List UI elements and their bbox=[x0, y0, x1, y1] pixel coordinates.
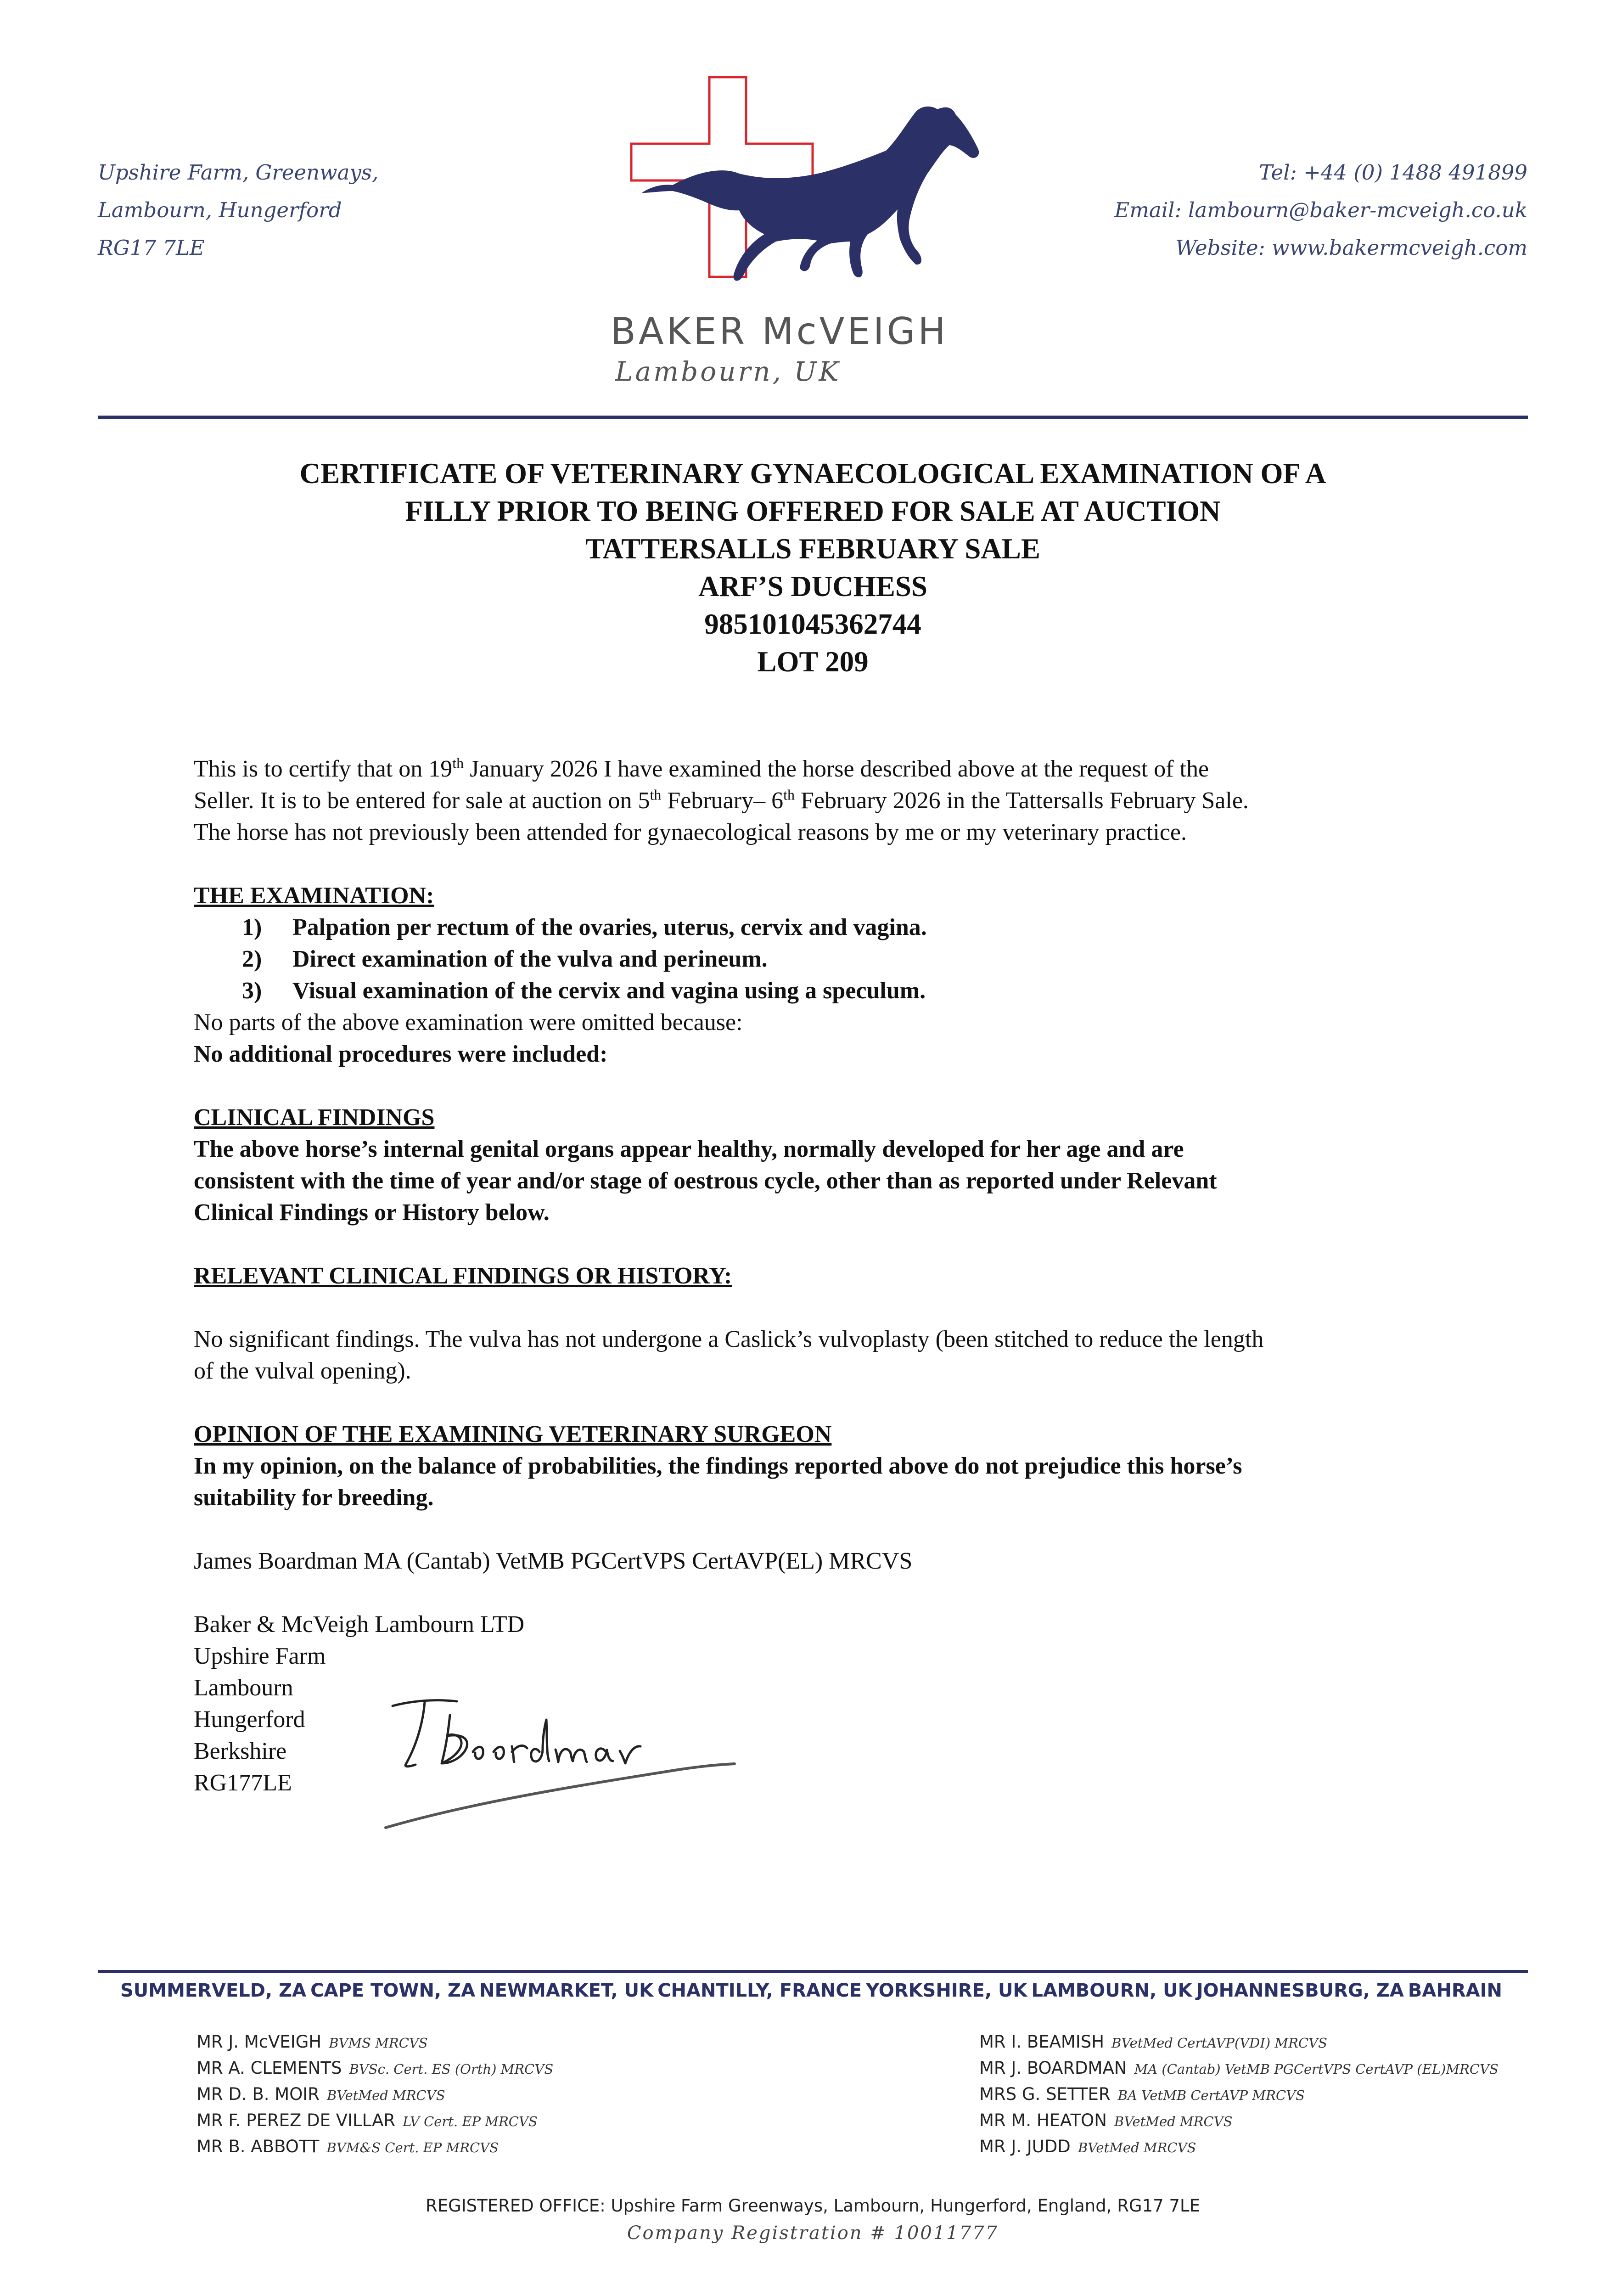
clinical-findings-line: Clinical Findings or History below. bbox=[194, 1199, 550, 1226]
opinion-line: In my opinion, on the balance of probabilities, the findings reported above do not prejudice this horse’s bbox=[194, 1453, 1242, 1479]
staff-member: MR B. ABBOTT BVM&S Cert. EP MRCVS bbox=[196, 2137, 499, 2156]
office-location: JOHANNESBURG, ZA bbox=[1196, 1980, 1404, 2001]
office-location: LAMBOURN, UK bbox=[1031, 1980, 1192, 2001]
practice-address-line: Hungerford bbox=[194, 1706, 305, 1733]
company-registration: Company Registration # 10011777 bbox=[627, 2223, 999, 2244]
staff-member: MR D. B. MOIR BVetMed MRCVS bbox=[196, 2084, 445, 2104]
staff-member: MR I. BEAMISH BVetMed CertAVP(VDI) MRCVS bbox=[979, 2032, 1327, 2052]
staff-member: MRS G. SETTER BA VetMB CertAVP MRCVS bbox=[979, 2084, 1305, 2104]
practice-address-line: Lambourn bbox=[194, 1675, 293, 1701]
staff-member: MR J. McVEIGH BVMS MRCVS bbox=[196, 2032, 428, 2052]
examination-steps bbox=[194, 912, 1479, 1007]
practice-address-line: Berkshire bbox=[194, 1738, 287, 1764]
staff-member: MR A. CLEMENTS BVSc. Cert. ES (Orth) MRCVS bbox=[196, 2058, 554, 2078]
header-divider bbox=[98, 416, 1528, 419]
galloping-horse-icon bbox=[642, 107, 979, 281]
vet-name: James Boardman MA (Cantab) VetMB PGCertVPS CertAVP(EL) MRCVS bbox=[194, 1548, 913, 1574]
examination-step: 2) Direct examination of the vulva and perineum. bbox=[242, 946, 768, 972]
brand-name: BAKER McVEIGH bbox=[611, 310, 949, 353]
handwritten-signature bbox=[381, 1688, 748, 1835]
intro-line: This is to certify that on 19th January 2026 I have examined the horse described above at the request of the bbox=[194, 754, 1209, 782]
office-location: NEWMARKET, UK bbox=[479, 1980, 654, 2001]
title-line: FILLY PRIOR TO BEING OFFERED FOR SALE AT AUCTION bbox=[405, 495, 1221, 527]
clinical-findings-heading: CLINICAL FINDINGS bbox=[194, 1104, 435, 1131]
staff-member: MR J. BOARDMAN MA (Cantab) VetMB PGCertVPS CertAVP (EL)MRCVS bbox=[979, 2058, 1499, 2078]
office-location: CHANTILLY, FRANCE bbox=[657, 1980, 862, 2001]
clinical-findings-line: The above horse’s internal genital organs appear healthy, normally developed for her age and are bbox=[194, 1136, 1184, 1162]
address-line: RG17 7LE bbox=[98, 236, 205, 260]
relevant-findings-line: No significant findings. The vulva has not undergone a Caslick’s vulvoplasty (been stitched to reduce the length bbox=[194, 1326, 1264, 1352]
office-location: CAPE TOWN, ZA bbox=[310, 1980, 476, 2001]
practice-address-line: Upshire Farm bbox=[194, 1643, 326, 1669]
footer-divider bbox=[98, 1970, 1528, 1973]
address-line: Lambourn, Hungerford bbox=[98, 198, 342, 222]
examination-step: 1) Palpation per rectum of the ovaries, uterus, cervix and vagina. bbox=[242, 914, 927, 940]
microchip-number: 985101045362744 bbox=[704, 608, 921, 640]
sale-name: TATTERSALLS FEBRUARY SALE bbox=[585, 533, 1040, 565]
baker-mcveigh-logo bbox=[629, 73, 987, 311]
staff-member: MR M. HEATON BVetMed MRCVS bbox=[979, 2110, 1233, 2130]
staff-member: MR J. JUDD BVetMed MRCVS bbox=[979, 2137, 1196, 2156]
lot-number: LOT 209 bbox=[757, 646, 869, 678]
clinical-findings-line: consistent with the time of year and/or stage of oestrous cycle, other than as reported under Relevant bbox=[194, 1168, 1217, 1194]
intro-line: The horse has not previously been attended for gynaecological reasons by me or my veterinary practice. bbox=[194, 819, 1187, 845]
title-line: CERTIFICATE OF VETERINARY GYNAECOLOGICAL EXAMINATION OF A bbox=[299, 457, 1326, 490]
staff-list-right bbox=[979, 2029, 1499, 2160]
examination-heading: THE EXAMINATION: bbox=[194, 883, 434, 909]
telephone: Tel: +44 (0) 1488 491899 bbox=[1259, 160, 1527, 185]
company-address bbox=[98, 154, 378, 267]
practice-address-line: Baker & McVeigh Lambourn LTD bbox=[194, 1611, 525, 1638]
office-locations bbox=[120, 1980, 1502, 2001]
office-location: BAHRAIN bbox=[1408, 1980, 1502, 2001]
intro-line: Seller. It is to be entered for sale at auction on 5th February– 6th February 2026 in the Tattersalls February Sale. bbox=[194, 786, 1249, 814]
opinion-line: suitability for breeding. bbox=[194, 1485, 434, 1511]
staff-member: MR F. PEREZ DE VILLAR LV Cert. EP MRCVS bbox=[196, 2110, 538, 2130]
relevant-findings-heading: RELEVANT CLINICAL FINDINGS OR HISTORY: bbox=[194, 1263, 732, 1289]
staff-list-left bbox=[196, 2029, 553, 2160]
brand-location: Lambourn, UK bbox=[615, 356, 841, 387]
company-contact bbox=[1114, 154, 1527, 267]
website: Website: www.bakermcveigh.com bbox=[1175, 236, 1527, 260]
omitted-statement: No parts of the above examination were omitted because: bbox=[194, 1009, 743, 1035]
horse-name: ARF’S DUCHESS bbox=[698, 570, 927, 602]
registered-office: REGISTERED OFFICE: Upshire Farm Greenways, Lambourn, Hungerford, England, RG17 7LE bbox=[426, 2196, 1200, 2216]
certificate-title bbox=[98, 455, 1528, 681]
address-line: Upshire Farm, Greenways, bbox=[98, 160, 379, 185]
examination-step: 3) Visual examination of the cervix and vagina using a speculum. bbox=[242, 978, 926, 1004]
practice-address-line: RG177LE bbox=[194, 1770, 292, 1796]
email: Email: lambourn@baker-mcveigh.co.uk bbox=[1114, 198, 1527, 222]
office-location: YORKSHIRE, UK bbox=[866, 1980, 1027, 2001]
certificate-body bbox=[194, 753, 1479, 1799]
additional-statement: No additional procedures were included: bbox=[194, 1041, 608, 1067]
opinion-heading: OPINION OF THE EXAMINING VETERINARY SURGEON bbox=[194, 1421, 832, 1447]
relevant-findings-line: of the vulval opening). bbox=[194, 1358, 411, 1384]
office-location: SUMMERVELD, ZA bbox=[120, 1980, 307, 2001]
